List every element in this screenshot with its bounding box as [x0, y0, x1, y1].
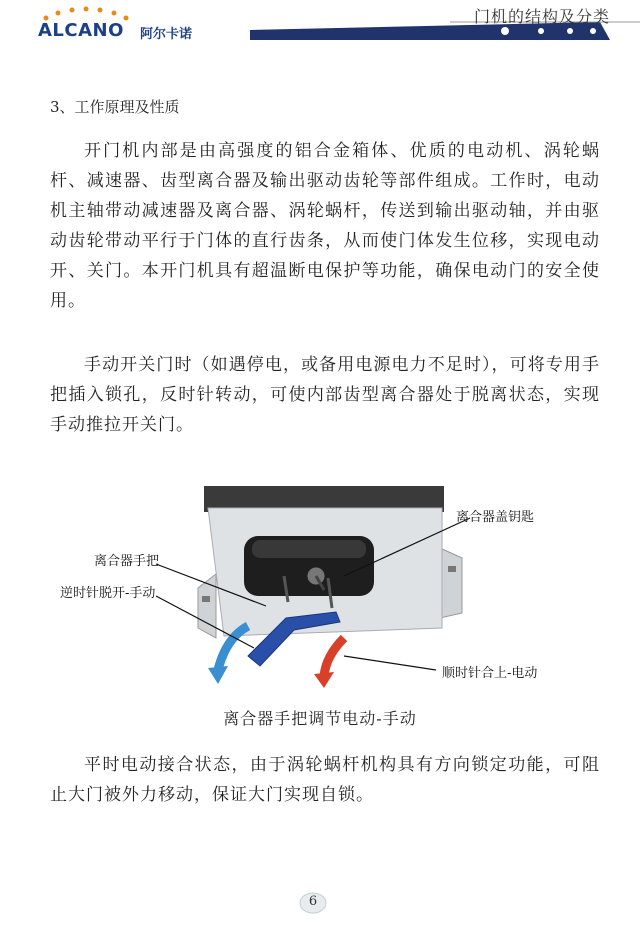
paragraph-self-lock: 平时电动接合状态，由于涡轮蜗杆机构具有方向锁定功能，可阻止大门被外力移动，保证大门实现自锁。: [50, 755, 600, 805]
label-cw-electric: 顺时针合上-电动: [442, 666, 538, 681]
page-header: [0, 0, 640, 48]
brand-logo: [38, 4, 238, 44]
page-number-text: 6: [308, 894, 318, 909]
label-clutch-handle: 离合器手把: [94, 554, 160, 569]
paragraph-manual: 手动开关门时（如遇停电，或备用电源电力不足时），可将专用手把插入锁孔，反时针转动，可使内部齿型离合器处于脱离状态，实现手动推拉开关门。: [50, 355, 600, 435]
label-ccw-manual: 逆时针脱开-手动: [60, 586, 156, 601]
logo-cn-text: 阿尔卡诺: [140, 27, 193, 42]
clutch-figure: [48, 478, 608, 700]
paragraph-structure: 开门机内部是由高强度的铝合金箱体、优质的电动机、涡轮蜗杆、减速器、齿型离合器及输出驱动齿轮等部件组成。工作时，电动机主轴带动减速器及离合器、涡轮蜗杆，传送到输出驱动轴，并由驱动齿轮带动平行于门体的直行齿条，从而使门体发生位移，实现电动开、关门。本开门机具有超温断电保护等功能，确保电动门的安全使用。: [50, 141, 600, 311]
figure-caption: 离合器手把调节电动-手动: [223, 709, 417, 728]
chapter-title: 门机的结构及分类: [473, 7, 610, 26]
logo-text: ALCANO: [38, 20, 124, 41]
section-heading: 3、工作原理及性质: [50, 98, 180, 116]
page-number: [298, 890, 328, 916]
label-clutch-key: 离合器盖钥匙: [456, 510, 535, 525]
